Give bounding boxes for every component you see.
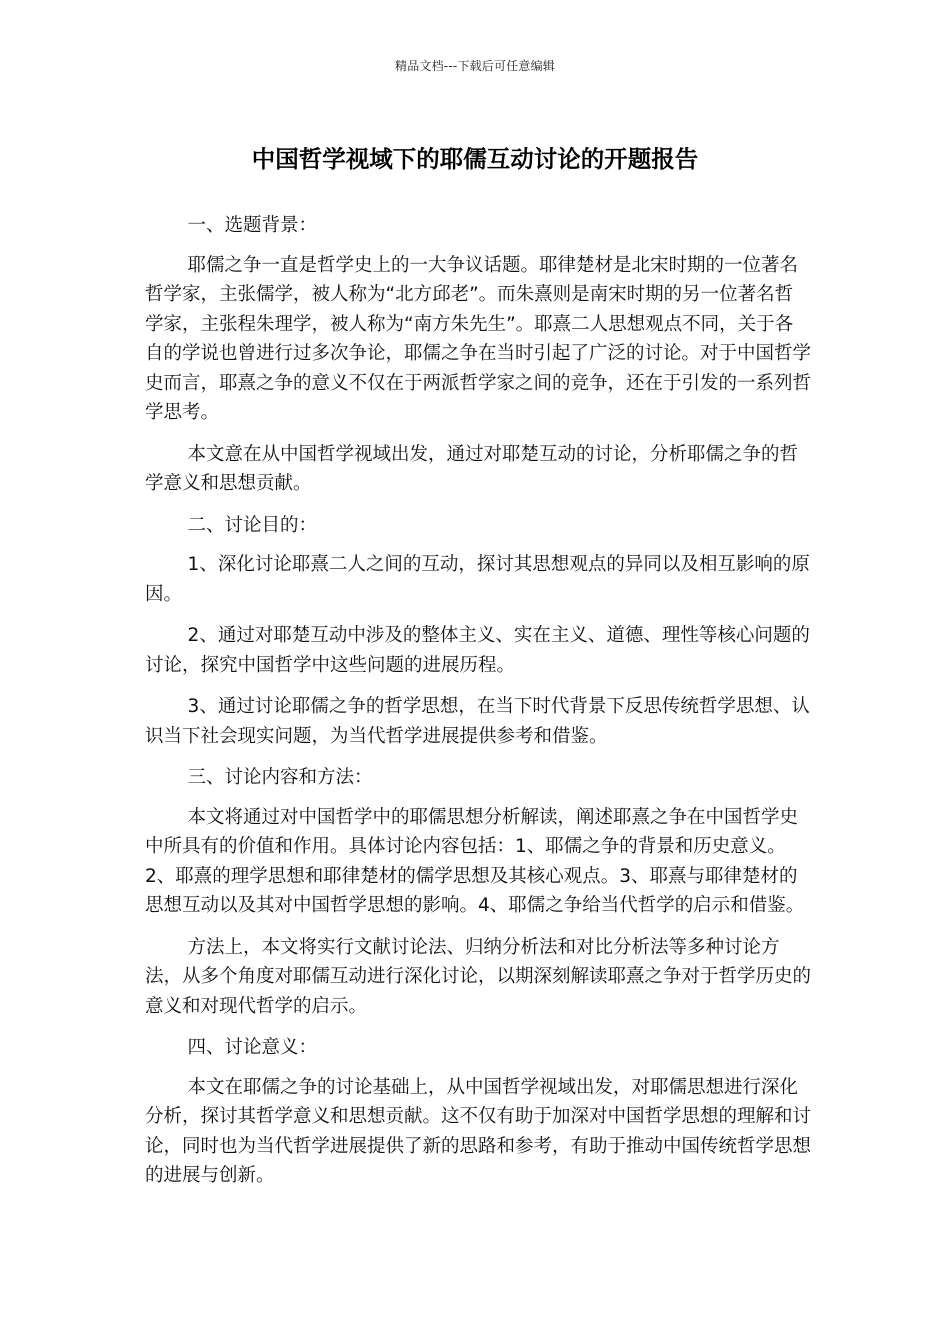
paragraph-method: 方法上，本文将实行文献讨论法、归纳分析法和对比分析法等多种讨论方法，从多个角度对耶儒互动进行深化讨论，以期深刻解读耶熹之争对于哲学历史的意义和对现代哲学的启示。 — [145, 936, 812, 1017]
paragraph-content: 本文将通过对中国哲学中的耶儒思想分析解读，阐述耶熹之争在中国哲学史中所具有的价值和作用。具体讨论内容包括：1、耶儒之争的背景和历史意义。2、耶熹的理学思想和耶律楚材的儒学思想及其核心观点。3、耶熹与耶律楚材的思想互动以及其对中国哲学思想的影响。4、耶儒之争给当代哲学的启示和借鉴。 — [145, 806, 805, 916]
paragraph-purpose-2: 2、通过对耶楚互动中涉及的整体主义、实在主义、道德、理性等核心问题的讨论，探究中国哲学中这些问题的进展历程。 — [145, 625, 810, 676]
paragraph-purpose-3: 3、通过讨论耶儒之争的哲学思想，在当下时代背景下反思传统哲学思想、认识当下社会现实问题，为当代哲学进展提供参考和借鉴。 — [145, 696, 810, 747]
document-body — [145, 211, 811, 1203]
page-title: 中国哲学视域下的耶儒互动讨论的开题报告 — [251, 145, 699, 173]
section-heading-content-method: 三、讨论内容和方法： — [187, 767, 373, 788]
paragraph-purpose-1: 1、深化讨论耶熹二人之间的互动，探讨其思想观点的异同以及相互影响的原因。 — [145, 554, 810, 605]
header-note: 精品文档---下载后可任意编辑 — [395, 59, 555, 73]
section-heading-background: 一、选题背景： — [187, 215, 318, 236]
paragraph-significance: 本文在耶儒之争的讨论基础上，从中国哲学视域出发，对耶儒思想进行深化分析，探讨其哲学意义和思想贡献。这不仅有助于加深对中国哲学思想的理解和讨论，同时也为当代哲学进展提供了新的思路和参考，有助于推动中国传统哲学思想的进展与创新。 — [145, 1076, 812, 1186]
paragraph-background-1: 耶儒之争一直是哲学史上的一大争议话题。耶律楚材是北宋时期的一位著名哲学家，主张儒学，被人称为“北方邱老”。而朱熹则是南宋时期的另一位著名哲学家，主张程朱理学，被人称为“南方朱先生”。耶熹二人思想观点不同，关于各自的学说也曾进行过多次争论，耶儒之争在当时引起了广泛的讨论。对于中国哲学史而言，耶熹之争的意义不仅在于两派哲学家之间的竞争，还在于引发的一系列哲学思考。 — [145, 254, 812, 423]
section-heading-purpose: 二、讨论目的： — [187, 514, 318, 536]
paragraph-background-2: 本文意在从中国哲学视域出发，通过对耶楚互动的讨论，分析耶儒之争的哲学意义和思想贡献。 — [145, 443, 799, 494]
section-heading-significance: 四、讨论意义： — [187, 1037, 318, 1058]
